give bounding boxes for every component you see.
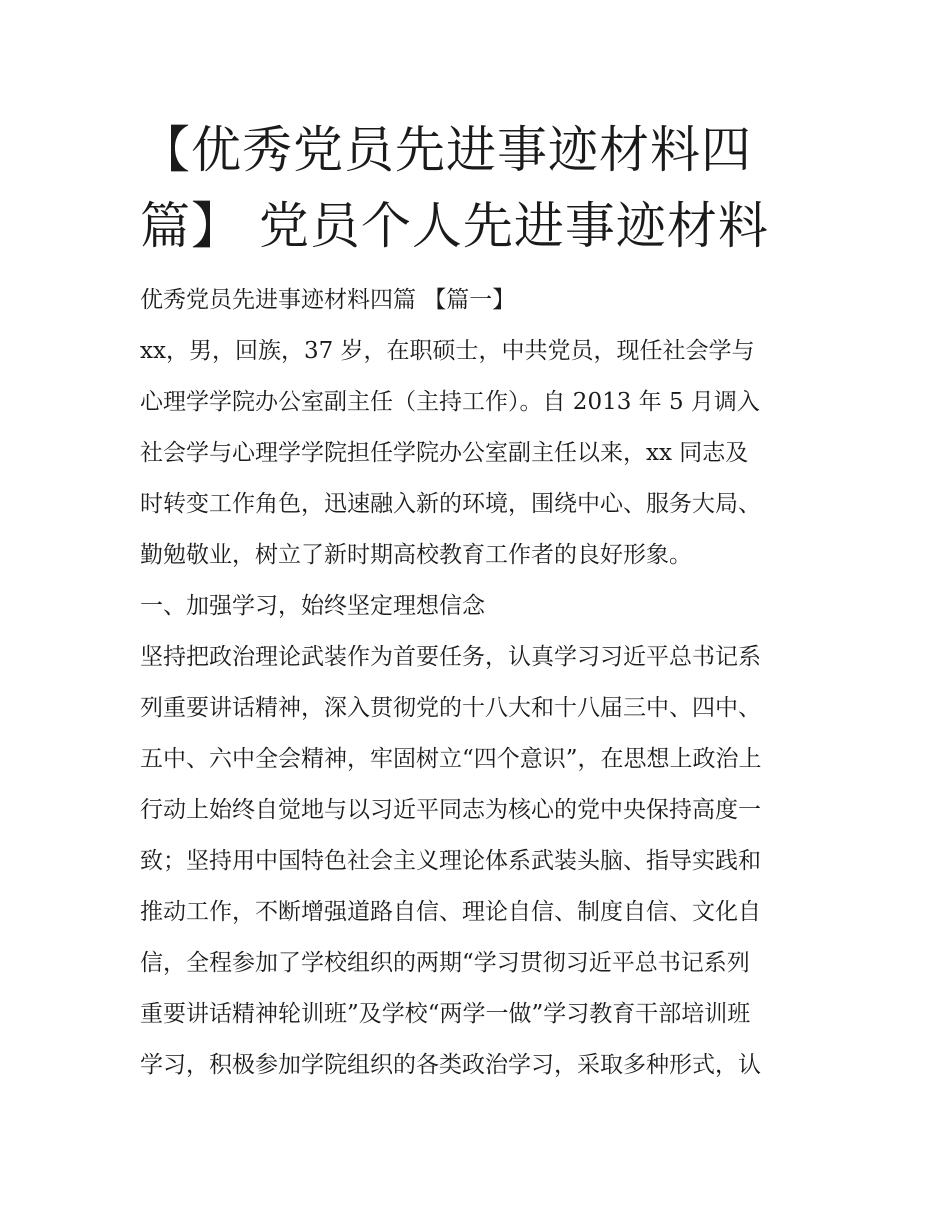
paragraph-line: 学习，积极参加学院组织的各类政治学习，采取多种形式，认 <box>140 1052 761 1078</box>
paragraph-line: 坚持把政治理论武装作为首要任务，认真学习习近平总书记系 <box>140 644 761 670</box>
paragraph-line: 致；坚持用中国特色社会主义理论体系武装头脑、指导实践和 <box>140 848 761 874</box>
paragraph-line: 时转变工作角色，迅速融入新的环境，围绕中心、服务大局、 <box>140 491 761 517</box>
title-line-1: 【优秀党员先进事迹材料四 <box>140 121 752 179</box>
section-heading-1: 优秀党员先进事迹材料四篇 【篇一】 <box>140 287 516 313</box>
paragraph-line: 勤勉敬业，树立了新时期高校教育工作者的良好形象。 <box>140 542 692 568</box>
paragraph-line: 心理学学院办公室副主任（主持工作）。自 2013 年 5 月调入 <box>140 389 760 415</box>
paragraph-line: xx，男，回族，37 岁，在职硕士，中共党员，现任社会学与 <box>140 338 755 364</box>
document-title <box>140 112 820 264</box>
paragraph-line: 信，全程参加了学校组织的两期“学习贯彻习近平总书记系列 <box>140 950 750 976</box>
title-line-2: 篇】 党员个人先进事迹材料 <box>140 197 769 255</box>
paragraph-line: 五中、六中全会精神，牢固树立“四个意识”，在思想上政治上 <box>140 746 762 772</box>
paragraph-line: 列重要讲话精神，深入贯彻党的十八大和十八届三中、四中、 <box>140 695 761 721</box>
paragraph-line: 重要讲话精神轮训班”及学校“两学一做”学习教育干部培训班 <box>140 1001 751 1027</box>
document-body <box>140 275 820 1091</box>
paragraph-line: 社会学与心理学学院担任学院办公室副主任以来，xx 同志及 <box>140 440 749 466</box>
paragraph-line: 推动工作，不断增强道路自信、理论自信、制度自信、文化自 <box>140 899 761 925</box>
paragraph-line: 行动上始终自觉地与以习近平同志为核心的党中央保持高度一 <box>140 797 761 823</box>
section-heading-2: 一、加强学习，始终坚定理想信念 <box>140 593 485 619</box>
